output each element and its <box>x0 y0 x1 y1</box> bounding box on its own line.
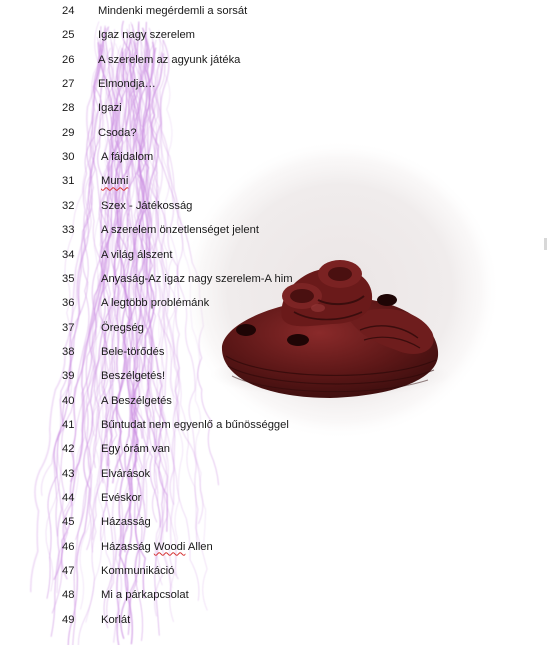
toc-row <box>0 74 547 94</box>
toc-row <box>0 1 547 21</box>
toc-row-number: 39 <box>62 370 75 383</box>
toc-row-title: Igazi <box>98 102 122 115</box>
toc-row-title: Anyaság-Az igaz nagy szerelem-A him <box>101 272 293 285</box>
toc-row-title: A világ álszent <box>101 248 173 261</box>
toc-row <box>0 561 547 581</box>
toc-row-title: A szerelem az agyunk játéka <box>98 53 241 66</box>
toc-row-title: A Beszélgetés <box>101 394 172 407</box>
toc-row-title: Mindenki megérdemli a sorsát <box>98 5 248 17</box>
toc-row <box>0 25 547 45</box>
toc-row <box>0 171 547 191</box>
toc-row-title: Elvárások <box>101 467 151 480</box>
toc-row-number: 27 <box>62 78 75 91</box>
toc-row-title: Házasság Woodi Allen <box>101 540 213 553</box>
toc-row <box>0 147 547 167</box>
toc-row <box>0 585 547 605</box>
toc-row-number: 38 <box>62 345 75 358</box>
toc-row-number: 48 <box>62 589 75 602</box>
toc-row-title: Szex - Játékosság <box>101 199 193 212</box>
toc-row <box>0 123 547 143</box>
toc-row-number: 26 <box>62 53 75 66</box>
toc-row-number: 28 <box>62 102 75 115</box>
toc-row <box>0 318 547 338</box>
toc-row-number: 35 <box>62 272 75 285</box>
toc-row-number: 41 <box>62 418 75 431</box>
toc-row <box>0 610 547 630</box>
toc-row <box>0 50 547 70</box>
toc-row-title: Bűntudat nem egyenlő a bűnösséggel <box>101 418 289 431</box>
toc-row-title: Bele-törődés <box>101 345 165 358</box>
toc-row <box>0 293 547 313</box>
toc-row-title: Beszélgetés! <box>101 370 166 383</box>
toc-row <box>0 245 547 265</box>
toc-row <box>0 196 547 216</box>
toc-row-title: Elmondja… <box>98 78 156 91</box>
toc-row-number: 29 <box>62 126 75 139</box>
toc-row-title: A fájdalom <box>101 151 154 164</box>
toc-row-number: 33 <box>62 224 75 237</box>
toc-row-title: A legtöbb problémánk <box>101 297 210 310</box>
toc-row-number: 24 <box>62 5 75 17</box>
toc-row-number: 40 <box>62 394 75 407</box>
toc-row-number: 49 <box>62 613 75 626</box>
toc-row-number: 25 <box>62 29 75 42</box>
toc-row-number: 47 <box>62 565 75 578</box>
toc-row-title: Evéskor <box>101 492 142 504</box>
toc-row-title: A szerelem önzetlenséget jelent <box>101 224 259 237</box>
toc-row-title: Egy órám van <box>101 443 171 456</box>
toc-row <box>0 488 547 508</box>
toc-row-number: 42 <box>62 443 75 456</box>
toc-row <box>0 366 547 386</box>
toc-row-number: 36 <box>62 297 75 310</box>
toc-row-title: Öregség <box>101 321 144 334</box>
toc-row-number: 32 <box>62 199 75 212</box>
toc-row-number: 44 <box>62 492 75 504</box>
toc-row-title: Csoda? <box>98 126 137 139</box>
toc-row <box>0 220 547 240</box>
toc-row-number: 43 <box>62 467 75 480</box>
toc-row-title: Igaz nagy szerelem <box>98 29 196 42</box>
toc-row-title: Házasság <box>101 516 151 529</box>
toc-row <box>0 391 547 411</box>
toc-row-number: 31 <box>62 175 75 188</box>
toc-row <box>0 512 547 532</box>
toc-row-title: Mumi <box>101 175 129 188</box>
toc-row-title: Mi a párkapcsolat <box>101 589 189 602</box>
toc-row-title: Korlát <box>101 613 131 626</box>
toc-row-number: 37 <box>62 321 75 334</box>
toc-row-title: Kommunikáció <box>101 565 175 578</box>
toc-row <box>0 269 547 289</box>
toc-row <box>0 415 547 435</box>
toc-row <box>0 342 547 362</box>
toc-row-number: 46 <box>62 540 75 553</box>
toc-row <box>0 98 547 118</box>
toc-row-number: 30 <box>62 151 75 164</box>
toc-row <box>0 537 547 557</box>
toc-row-number: 34 <box>62 248 75 261</box>
toc-row-number: 45 <box>62 516 75 529</box>
toc-row <box>0 464 547 484</box>
toc-row <box>0 439 547 459</box>
